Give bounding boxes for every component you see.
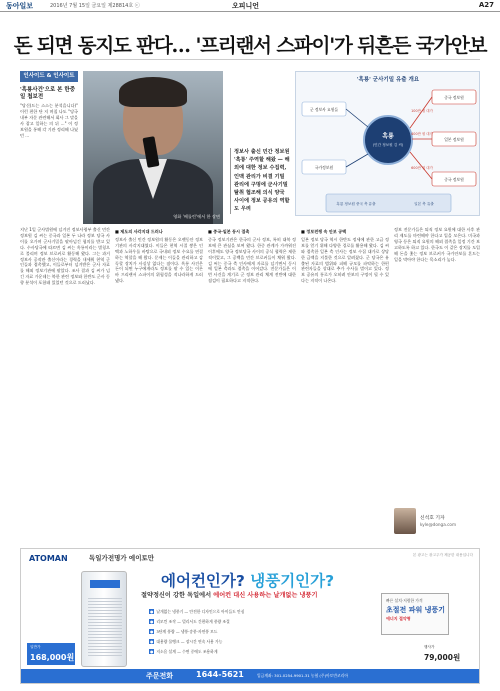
ad-promo-box: [381, 593, 449, 635]
issue-date: 2016년 7월 15일 금요일 제28814호 ⓒ: [50, 3, 140, 9]
ad-subtitle-b: 에어컨 대신 사용하는 날개없는 냉풍기: [213, 592, 318, 599]
ad-feature-item: ● 3단계 풍량 — 냉풍·송풍·자연풍 모드: [150, 629, 218, 634]
ad-subtitle: [141, 590, 317, 599]
photo-caption: 영화 '베를린'에서 한 장면: [173, 214, 220, 219]
reporter-email[interactable]: kyle@donga.com: [420, 522, 457, 527]
sale-price-label: 행사가: [424, 645, 435, 649]
photo-hair: [119, 77, 187, 107]
center-node: [364, 116, 412, 164]
ad-order-bar: [21, 669, 480, 683]
column-4-subhead: ■ 정보전쟁 속 안보 공백: [301, 229, 347, 234]
column-3-text: 중국 정보기관은 한국의 군사 정보, 특히 대북 정보에 큰 관심을 보여 왔다. 한중 관계가 가까워진 이후에도 양국 정보당국 사이의 공식 협력은 제한적이었고, 그 공백을 민간 브로커들이 채워 왔다. 김 씨는 중국 측 인사에게 자료를 넘기면서 동시에 일본 측과도 접촉을 이어갔다. 전문가들은 이번 사건을 계기로 군 정보 관리 체계 전반에 대한 점검이 필요하다고 지적한다.: [208, 236, 296, 284]
article-column-3: [208, 227, 296, 541]
arrow-left-bottom: [346, 154, 368, 167]
ad-brand-logo: ATOMAN: [29, 554, 68, 563]
ad-feature-item: ● 저소음 설계 — 수면 중에도 조용하게: [150, 649, 218, 654]
bottom-right-label: 일본 측 유출: [414, 202, 434, 206]
article-column-intro: "당신(드는 스스는 분석읍니다)" 이런 편한 단 저 며칠 나도 "당국 내부 자문 관련해서 회사 그 말을 사 잡고 일하는 의 뒤 ..." 이 정보원을 통해 각 기관 정리해 나눴던 ...: [20, 103, 78, 138]
diagram-title: '흑룡' 군사기밀 유출 개요: [356, 77, 420, 83]
article-column-1: 지난 1일 군사법원에 넘겨진 정보사령부 출신 민간 정보원 김 씨는 중국과 일본 두 나라 정보 당국 사이를 오가며 군사기밀을 팔아넘긴 혐의를 받고 있다. 수사당국에 따르면 김 씨는 흑룡이라는 별칭으로 불리며 정보 브로커로 활동해 왔다. 그는 과거 정보사 공작관 출신이라는 경력을 내세워 현역 군인들과 접촉했고, 이들로부터 넘겨받은 군사 자료를 해외 정보기관에 팔았다. 조사 결과 김 씨가 넘긴 자료 가운데는 북한 관련 정보와 한반도 군사 동향 분석이 포함돼 있었던 것으로 드러났다.: [20, 227, 110, 286]
ad-title-a: 에어컨인가?: [161, 572, 251, 590]
ad-title: [161, 569, 334, 591]
masthead: [0, 0, 500, 12]
promo-line-2: 초절전 파워 냉풍기: [386, 606, 445, 614]
product-control-panel: [90, 580, 120, 588]
advertisement[interactable]: [20, 548, 480, 684]
reporter-avatar: [394, 508, 416, 534]
ad-notice: 본 광고는 광고주가 제공한 내용입니다: [412, 553, 473, 557]
promo-line-3: 에너지 절약형: [386, 616, 411, 621]
pull-quote: 정보사 출신 민간 정보원 '흑룡' 주역할 해왔 — 해외에 대한 정보 수집력, 인맥 관리가 비결 기밀 관리에 구멍에 군사기밀 탈취 협조해 의식 양국 사이에 정보 공유의 역할도 우려: [230, 148, 290, 214]
ad-regular-price: [27, 643, 75, 665]
ad-tagline: 독일가전명가 에이토만: [89, 554, 155, 562]
column-label: 인사이드 & 인사이트: [20, 71, 78, 82]
article-photo: [83, 71, 223, 224]
ad-feature-list: [149, 609, 369, 663]
ad-subtitle-a: 절약정신이 강한 독일에서: [141, 592, 214, 599]
column-3-subhead: ■ 중국·일본 동시 접촉: [208, 229, 250, 234]
column-4-text: 일본 정보 당국 역시 한반도 정세에 관한 고급 정보를 얻기 위해 다양한 경로를 활용해 왔다. 김 씨와 접촉한 일본 측 인사는 정보 수집 대가로 상당한 금액을 지불한 것으로 알려졌다. 군 당국은 유출된 자료의 범위와 피해 규모를 파악하는 한편 관련자들을 상대로 추가 수사를 벌이고 있다. 정보 공유의 통로가 오히려 안보의 구멍이 될 수 있다는 지적이 나온다.: [301, 236, 389, 284]
reporter-name: 신석호 기자: [420, 516, 445, 521]
column-2-subhead: ■ 제도의 사각지대 드러나: [115, 229, 163, 234]
article-column-2: [115, 227, 203, 541]
money-label-2: 400만 원 대가: [411, 132, 433, 136]
left-top-label: 군 정보사 요원들: [309, 107, 339, 112]
right-top-label: 중국 정보원: [444, 95, 464, 100]
newspaper-brand[interactable]: 동아일보: [6, 2, 34, 10]
money-label-3: 600만 원 대가: [411, 166, 433, 170]
article-subhead: '흑룡사건'으로 본 한중일 첩보전: [20, 87, 76, 100]
right-mid-label: 일본 정보원: [444, 137, 464, 142]
product-grill: [88, 596, 122, 656]
bottom-left-label: 흑룡 정보원 중국 측 유출: [336, 202, 376, 206]
ad-feature-item: ● 날개없는 냉풍기 — 안전한 디자인으로 아이들도 안심: [150, 609, 245, 614]
leak-diagram: [295, 71, 480, 216]
left-bottom-label: 국가정보원: [314, 165, 334, 170]
headline-divider: [20, 59, 480, 60]
center-node-sub: (민간 정보원 김 씨): [372, 143, 404, 147]
bank-account-info: 입금계좌: 301-0254-9901-31 농협 (주)아토만코리아: [257, 673, 349, 678]
article-column-4: [301, 227, 389, 541]
order-label: 주문전화: [146, 672, 174, 680]
diagram-svg: [296, 72, 481, 217]
cooler-product-image: [81, 571, 127, 667]
ad-title-b: 냉풍기인가?: [250, 572, 335, 590]
regular-price-value: 168,000원: [30, 653, 75, 662]
order-phone-number[interactable]: 1644-5621: [196, 670, 244, 679]
regular-price-label: 일반가: [30, 645, 41, 649]
center-node-label: 흑룡: [382, 133, 394, 140]
ad-sale-price: [421, 643, 475, 665]
right-bottom-label: 중국 정보원: [444, 177, 464, 182]
promo-line-1: 빠른 설치·저렴한 가격: [386, 598, 423, 603]
page-headline: 돈 되면 동지도 판다… '프리랜서 스파이'가 뒤흔든 국가안보: [13, 34, 487, 57]
article-column-5: 정보 전문가들은 퇴직 정보 요원에 대한 사후 관리 제도를 마련해야 한다고 입을 모은다. 미국과 영국 등은 퇴직 요원의 해외 접촉을 일정 기간 보고하도록 하고 있다. 한국도 이 같은 장치를 도입해 돈을 좇는 정보 브로커가 국가안보를 흔드는 일을 막아야 한다는 목소리가 높다.: [394, 227, 480, 262]
ad-feature-item: ● 리모컨 조작 — 멀리서도 간편하게 풍량 조절: [150, 619, 230, 624]
money-label-1: 100만 원 대가: [411, 109, 433, 113]
ad-feature-item: ● 대용량 물탱크 — 장시간 연속 사용 가능: [150, 639, 223, 644]
section-name: 오피니언: [232, 2, 260, 10]
byline: [394, 508, 480, 538]
page-number: A27: [478, 1, 494, 9]
column-2-text: 정보사 출신 민간 정보원의 활동은 오랫동안 정보기관의 사각지대였다. 이들은 현역 시절 쌓은 인맥과 노하우를 바탕으로 국내외 정보 수요를 연결하는 역할을 해 왔다. 문제는 이들을 관리하고 감독할 장치가 사실상 없다는 점이다. 흑룡 사건은 돈이 되면 누구에게라도 정보를 팔 수 있는 이른바 프리랜서 스파이의 위험성을 적나라하게 드러냈다.: [115, 236, 203, 284]
arrow-left-top: [346, 109, 368, 127]
sale-price-value: 79,000원: [424, 653, 461, 662]
